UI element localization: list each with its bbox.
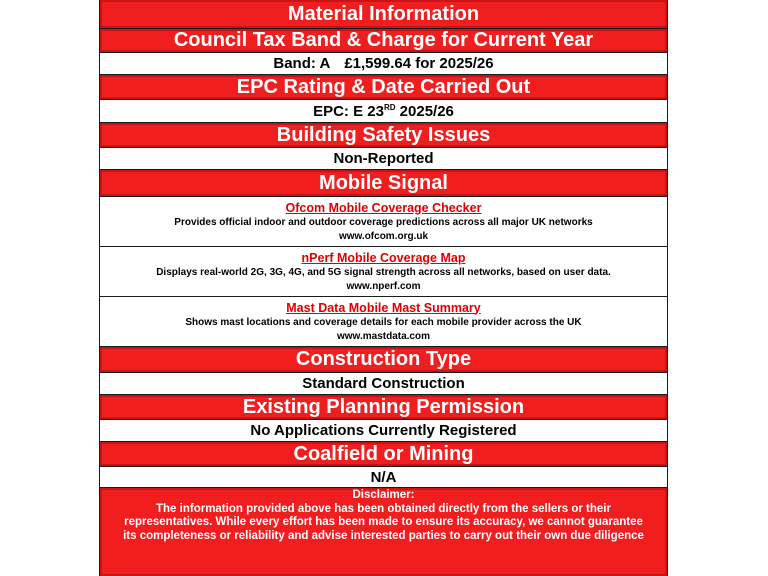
epc-value: EPC: E 23RD 2025/26 [313,102,454,120]
planning-heading-text: Existing Planning Permission [242,395,525,418]
building-safety-heading [100,123,667,148]
signal-resource-mastdata [100,297,667,347]
building-safety-heading-text: Building Safety Issues [276,123,491,146]
material-information-sheet [99,0,668,576]
material-information-title [100,0,667,29]
construction-heading [100,347,667,373]
signal-resource-nperf [100,247,667,297]
disclaimer-label: Disclaimer: [352,489,415,501]
coalfield-value: N/A [370,468,397,486]
planning-heading [100,395,667,420]
ofcom-coverage-link[interactable]: Ofcom Mobile Coverage Checker [285,200,482,215]
nperf-coverage-link[interactable]: nPerf Mobile Coverage Map [301,250,466,265]
council-tax-charge: £1,599.64 for 2025/26 [344,55,494,72]
coalfield-value-row [100,467,667,488]
signal-resource-ofcom [100,197,667,247]
construction-value-row [100,373,667,395]
building-safety-value-row [100,148,667,170]
epc-heading [100,75,667,100]
council-tax-value-row [100,53,667,75]
disclaimer-box [100,488,667,576]
construction-heading-text: Construction Type [295,348,472,370]
construction-value: Standard Construction [302,375,465,392]
ofcom-description: Provides official indoor and outdoor coverage predictions across all major UK networks [174,216,593,228]
coalfield-heading-text: Coalfield or Mining [293,442,474,465]
council-tax-heading [100,29,667,53]
building-safety-value: Non-Reported [333,150,434,167]
mobile-signal-heading [100,170,667,197]
mastdata-summary-link[interactable]: Mast Data Mobile Mast Summary [286,300,481,315]
coalfield-heading [100,442,667,467]
nperf-description: Displays real-world 2G, 3G, 4G, and 5G signal strength across all networks, based on user data. [156,266,611,278]
mastdata-description: Shows mast locations and coverage details for each mobile provider across the UK [185,316,582,328]
mastdata-url[interactable]: www.mastdata.com [337,330,430,342]
planning-value: No Applications Currently Registered [250,422,517,439]
material-information-title-text: Material Information [287,2,480,25]
nperf-url[interactable]: www.nperf.com [346,280,421,292]
epc-heading-text: EPC Rating & Date Carried Out [236,75,531,98]
council-tax-band: Band: A [273,55,331,72]
mobile-signal-heading-text: Mobile Signal [319,171,448,194]
epc-value-row [100,100,667,123]
disclaimer-text: The information provided above has been obtained directly from the sellers or their representatives. While every effort has been made to ensure its accuracy, we cannot guarantee its completeness or reliability and advise interested parties to carry out their own due diligence [123,502,644,542]
council-tax-heading-text: Council Tax Band & Charge for Current Year [173,29,594,51]
ofcom-url[interactable]: www.ofcom.org.uk [338,230,429,242]
planning-value-row [100,420,667,442]
